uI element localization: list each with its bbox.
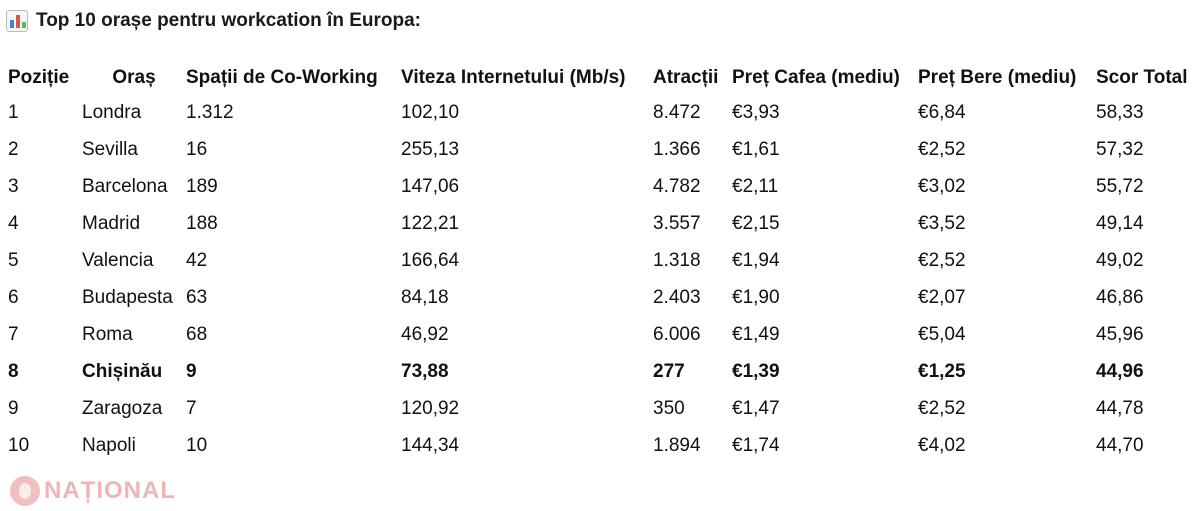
cell-cafea: €1,90	[732, 286, 780, 308]
cell-bere: €2,52	[918, 138, 966, 160]
table-row	[8, 168, 1200, 205]
cell-atractii: 6.006	[653, 323, 701, 345]
cell-pozitie: 1	[8, 101, 19, 123]
cell-pozitie: 10	[8, 434, 30, 456]
cell-oras: Chișinău	[82, 360, 163, 382]
cell-coworking: 1.312	[186, 101, 234, 123]
table-row	[8, 94, 1200, 131]
cell-atractii: 1.366	[653, 138, 701, 160]
cell-cafea: €2,11	[732, 175, 779, 197]
header-scor: Scor Total	[1096, 67, 1188, 88]
cell-atractii: 3.557	[653, 212, 701, 234]
cell-atractii: 277	[653, 360, 685, 382]
cell-cafea: €2,15	[732, 212, 780, 234]
cell-oras: Budapesta	[82, 286, 173, 308]
cell-pozitie: 2	[8, 138, 19, 160]
cell-coworking: 188	[186, 212, 218, 234]
cell-coworking: 9	[186, 360, 197, 382]
cell-scor: 57,32	[1096, 138, 1144, 160]
cell-oras: Londra	[82, 101, 142, 123]
cell-atractii: 2.403	[653, 286, 701, 308]
cell-coworking: 68	[186, 323, 208, 345]
table-row	[8, 427, 1200, 464]
cell-atractii: 8.472	[653, 101, 701, 123]
header-bere: Preț Bere (mediu)	[918, 67, 1077, 88]
cell-internet: 122,21	[401, 212, 460, 234]
cell-pozitie: 7	[8, 323, 19, 345]
cell-oras: Napoli	[82, 434, 136, 456]
cell-atractii: 350	[653, 397, 685, 419]
cell-bere: €3,52	[918, 212, 966, 234]
header-atractii: Atracții	[653, 67, 719, 88]
header-internet: Viteza Internetului (Mb/s)	[401, 67, 626, 88]
table-row-highlighted	[8, 353, 1200, 390]
cell-coworking: 16	[186, 138, 208, 160]
cell-oras: Zaragoza	[82, 397, 163, 419]
cell-scor: 58,33	[1096, 101, 1144, 123]
cell-bere: €3,02	[918, 175, 966, 197]
cell-coworking: 7	[186, 397, 197, 419]
cell-scor: 44,70	[1096, 434, 1144, 456]
cell-pozitie: 5	[8, 249, 19, 271]
ranking-table	[8, 62, 1200, 464]
header-cafea: Preț Cafea (mediu)	[732, 67, 900, 88]
cell-internet: 120,92	[401, 397, 460, 419]
cell-pozitie: 9	[8, 397, 19, 419]
table-header-row	[8, 62, 1200, 94]
cell-cafea: €1,94	[732, 249, 780, 271]
cell-internet: 166,64	[401, 249, 460, 271]
cell-coworking: 63	[186, 286, 208, 308]
cell-oras: Madrid	[82, 212, 141, 234]
cell-pozitie: 3	[8, 175, 19, 197]
cell-scor: 46,86	[1096, 286, 1144, 308]
cell-bere: €6,84	[918, 101, 966, 123]
table-row	[8, 205, 1200, 242]
cell-cafea: €1,61	[732, 138, 780, 160]
cell-bere: €5,04	[918, 323, 966, 345]
cell-coworking: 189	[186, 175, 218, 197]
cell-coworking: 10	[186, 434, 208, 456]
cell-atractii: 1.318	[653, 249, 701, 271]
watermark-logo	[10, 476, 176, 506]
cell-cafea: €1,39	[732, 360, 780, 382]
cell-scor: 44,96	[1096, 360, 1144, 382]
page-heading	[6, 10, 421, 32]
bar-chart-icon	[6, 10, 28, 32]
header-coworking: Spații de Co-Working	[186, 67, 378, 88]
cell-internet: 102,10	[401, 101, 460, 123]
cell-oras: Sevilla	[82, 138, 138, 160]
cell-atractii: 4.782	[653, 175, 701, 197]
watermark-text: NAȚIONAL	[44, 477, 176, 504]
table-row	[8, 131, 1200, 168]
cell-scor: 55,72	[1096, 175, 1144, 197]
cell-internet: 255,13	[401, 138, 460, 160]
table-row	[8, 390, 1200, 427]
cell-cafea: €3,93	[732, 101, 780, 123]
logo-icon	[10, 476, 40, 506]
heading-text: Top 10 orașe pentru workcation în Europa:	[36, 10, 421, 31]
cell-scor: 44,78	[1096, 397, 1144, 419]
cell-internet: 84,18	[401, 286, 449, 308]
cell-internet: 144,34	[401, 434, 460, 456]
cell-bere: €2,52	[918, 249, 966, 271]
table-row	[8, 279, 1200, 316]
cell-coworking: 42	[186, 249, 208, 271]
cell-scor: 45,96	[1096, 323, 1144, 345]
header-oras: Oraș	[112, 67, 156, 88]
cell-scor: 49,14	[1096, 212, 1144, 234]
cell-pozitie: 4	[8, 212, 19, 234]
cell-oras: Barcelona	[82, 175, 168, 197]
cell-pozitie: 8	[8, 360, 19, 382]
table-row	[8, 242, 1200, 279]
cell-cafea: €1,47	[732, 397, 780, 419]
cell-cafea: €1,49	[732, 323, 780, 345]
cell-oras: Roma	[82, 323, 133, 345]
cell-cafea: €1,74	[732, 434, 780, 456]
header-pozitie: Poziție	[8, 67, 70, 88]
cell-bere: €2,07	[918, 286, 966, 308]
cell-bere: €1,25	[918, 360, 966, 382]
cell-internet: 147,06	[401, 175, 460, 197]
cell-oras: Valencia	[82, 249, 154, 271]
cell-bere: €4,02	[918, 434, 966, 456]
cell-atractii: 1.894	[653, 434, 701, 456]
cell-scor: 49,02	[1096, 249, 1144, 271]
cell-pozitie: 6	[8, 286, 19, 308]
table-row	[8, 316, 1200, 353]
cell-internet: 73,88	[401, 360, 449, 382]
cell-internet: 46,92	[401, 323, 449, 345]
cell-bere: €2,52	[918, 397, 966, 419]
